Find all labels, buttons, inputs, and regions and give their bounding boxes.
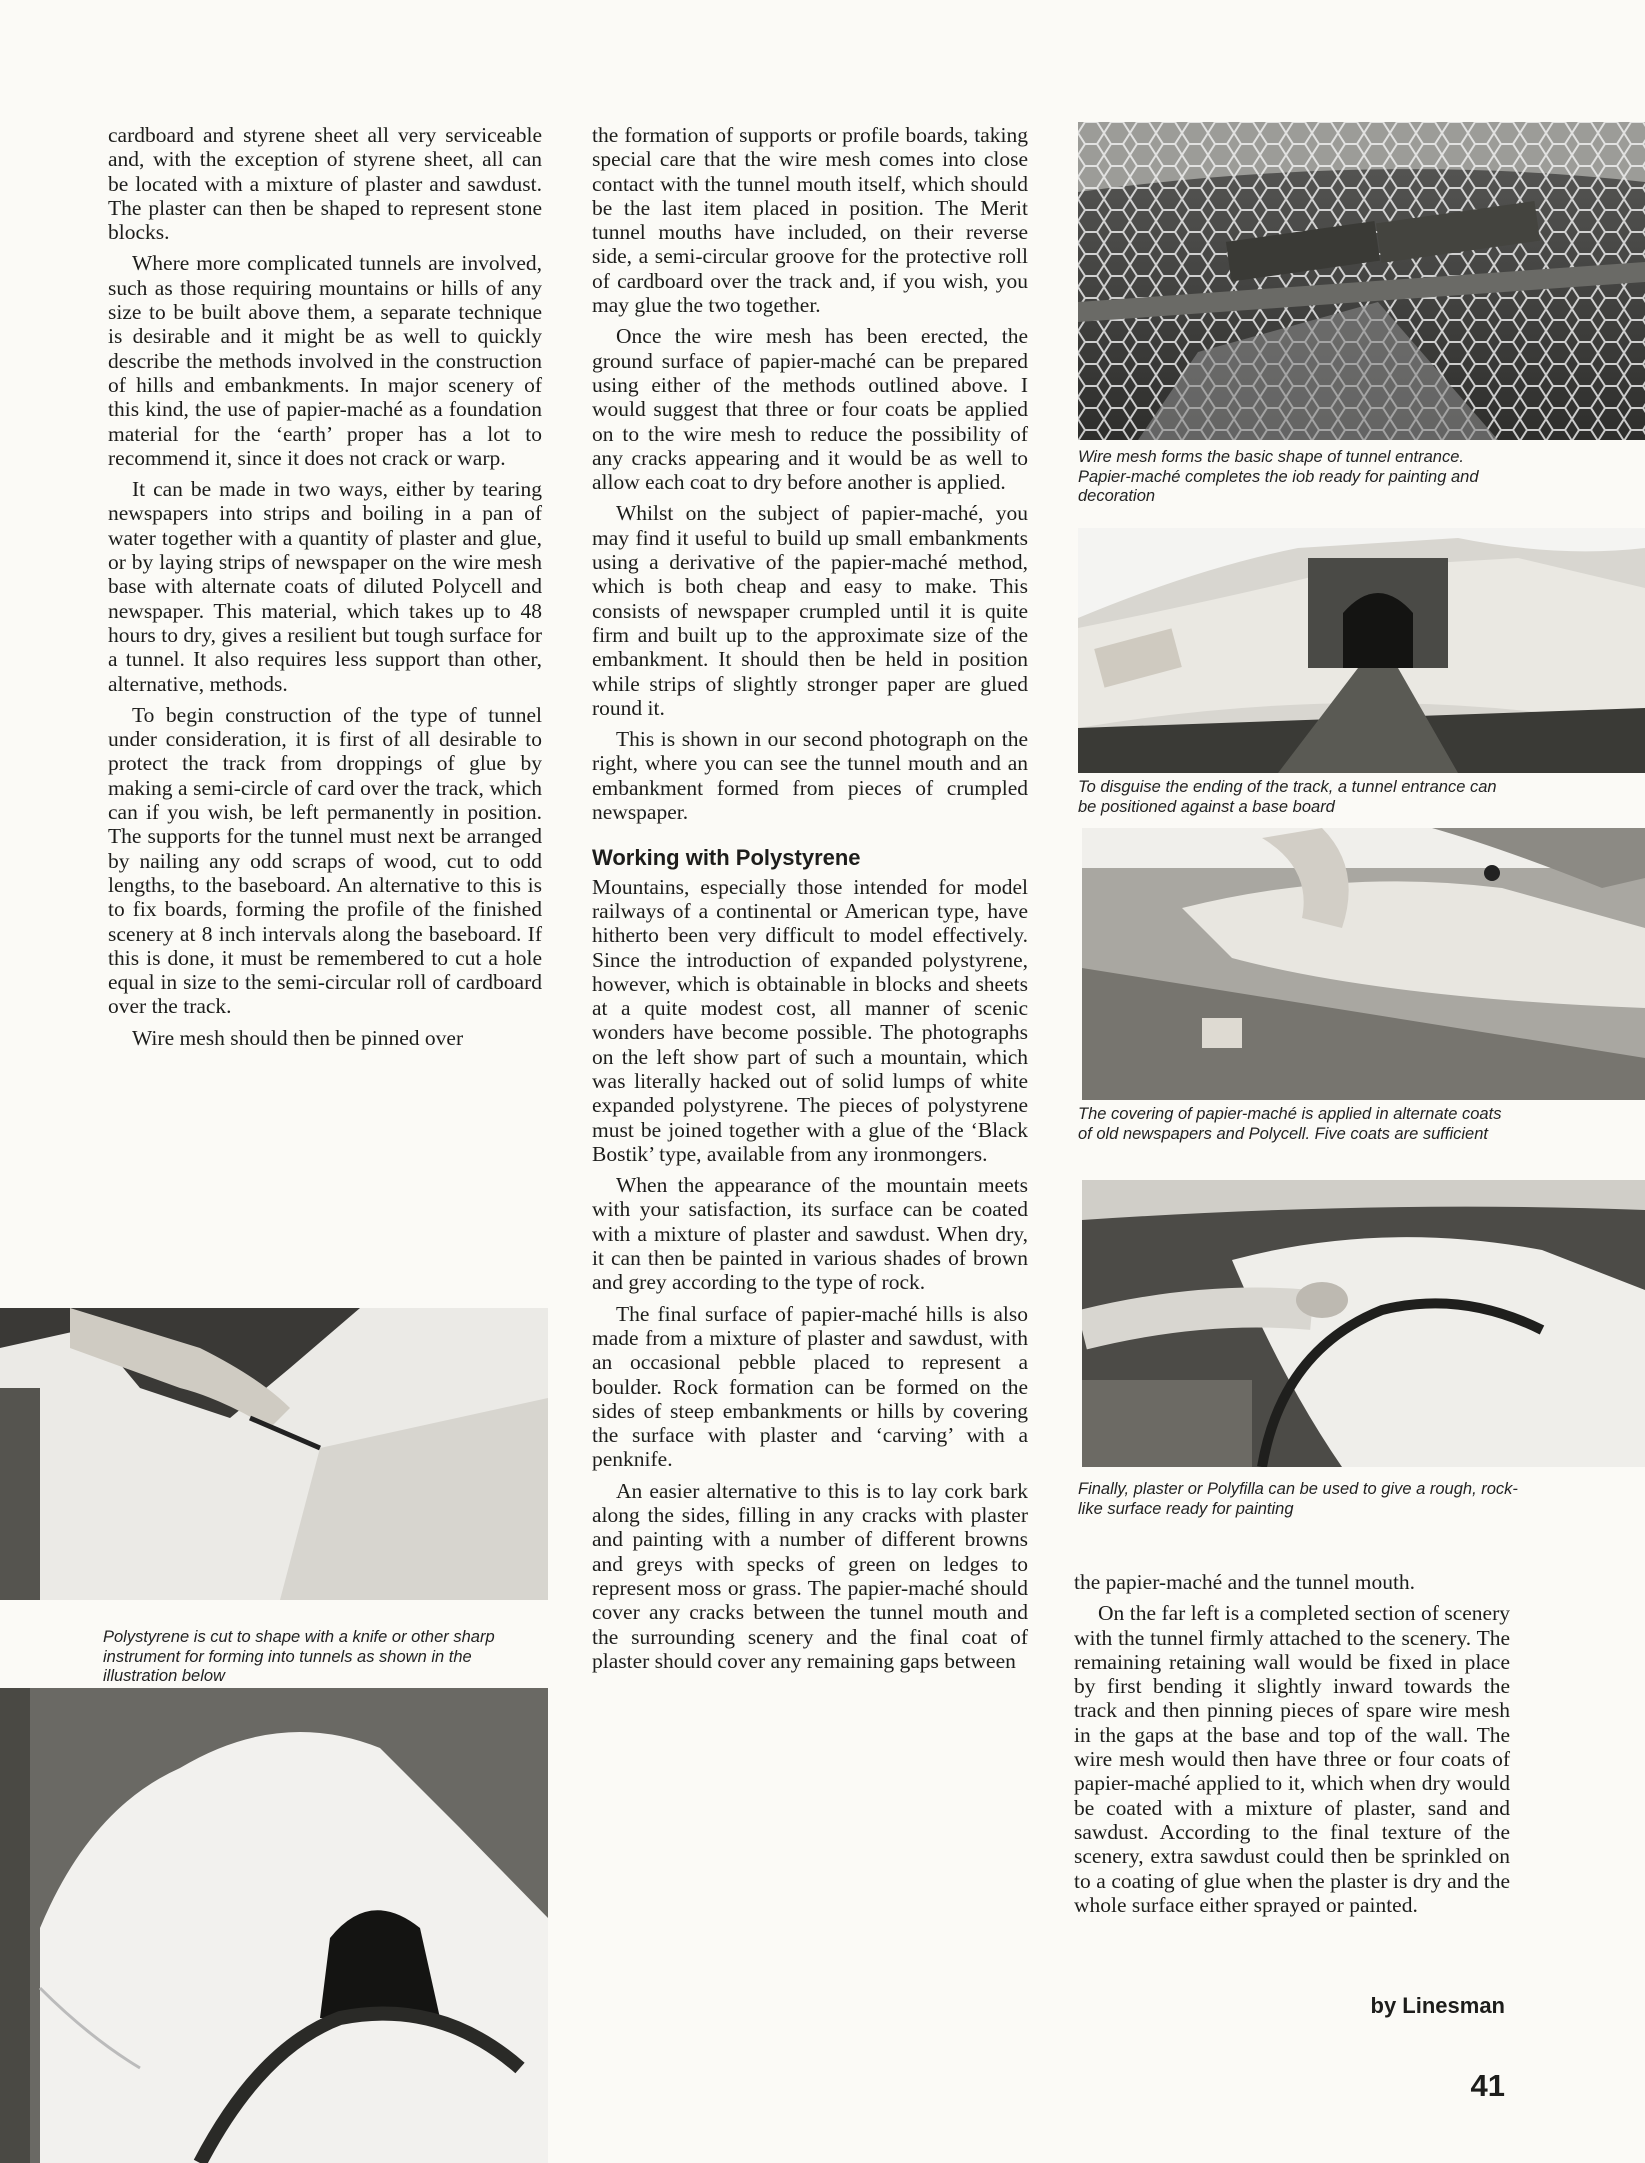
photo-papier-mache-covering <box>1082 828 1645 1100</box>
paragraph: On the far left is a completed section of scenery with the tunnel firmly attached to the scenery. The remaining retaining wall would be fixed in place by first bending it slightly inward towards the track and then pinning pieces of spare wire mesh in the gaps at the base and top of the wall. The wire mesh would then have three or four coats of papier-maché applied to it, which when dry would be coated with a mixture of plaster, sand and sawdust. According to the final texture of the scenery, extra sawdust could then be sprinkled on to a coating of glue when the plaster is dry and the whole surface either sprayed or painted. <box>1074 1601 1510 1917</box>
paragraph: The final surface of papier-maché hills is also made from a mixture of plaster and sawdust, with an occasional pebble placed to represent a boulder. Rock formation can be formed on the sides of steep embankments or hills by covering the surface with plaster and ‘carving’ with a penknife. <box>592 1301 1028 1472</box>
caption-wire-mesh: Wire mesh forms the basic shape of tunnel entrance. Papier-maché completes the iob ready for painting and decoration <box>1078 448 1479 505</box>
photo-tunnel-entrance <box>1078 528 1645 773</box>
paragraph: This is shown in our second photograph on the right, where you can see the tunnel mouth and an embankment formed from pieces of crumpled newspaper. <box>592 727 1028 825</box>
paragraph: cardboard and styrene sheet all very serviceable and, with the exception of styrene sheet, all can be located with a mixture of plaster and sawdust. The plaster can then be shaped to represent stone blocks. <box>108 123 542 245</box>
byline: by Linesman <box>1370 1993 1505 2018</box>
photo-plaster-finish <box>1082 1180 1645 1467</box>
paragraph: Where more complicated tunnels are involved, such as those requiring mountains or hills of any size to be built above them, a separate technique is desirable and it might be as well to quickly describe the methods involved in the construction of hills and embankments. In major scenery of this kind, the use of papier-maché as a foundation material for the ‘earth’ proper has a lot to recommend it, since it does not crack or warp. <box>108 251 542 470</box>
page-number: 41 <box>1470 2068 1505 2103</box>
paragraph: It can be made in two ways, either by tearing newspapers into strips and boiling in a pan of water together with a quantity of plaster and glue, or by laying strips of newspaper on the wire mesh base with alternate coats of diluted Polycell and newspaper. This material, which takes up to 48 hours to dry, gives a resilient but tough surface for a tunnel. It also requires less support than other, alternative, methods. <box>108 477 542 696</box>
paragraph: To begin construction of the type of tunnel under consideration, it is first of all desirable to protect the track from droppings of glue by making a semi-circle of card over the track, which can if you wish, be left permanently in position. The supports for the tunnel must next be arranged by nailing any odd scraps of wood, cut to odd lengths, to the baseboard. An alternative to this is to fix boards, forming the profile of the finished scenery at 8 inch intervals along the baseboard. If this is done, it must be remembered to cut a hole equal in size to the semi-circular roll of cardboard over the track. <box>108 702 542 1019</box>
paragraph: Once the wire mesh has been erected, the ground surface of papier-maché can be prepared using either of the methods outlined above. I would suggest that three or four coats be applied on to the wire mesh to reduce the possibility of any cracks appearing and it would be as well to allow each coat to dry before another is applied. <box>592 324 1028 495</box>
photo-polystyrene-cutting <box>0 1308 548 1600</box>
paragraph: When the appearance of the mountain meets with your satisfaction, its surface can be coated with a mixture of plaster and sawdust. When dry, it can then be painted in various shades of brown and grey according to the type of rock. <box>592 1173 1028 1295</box>
section-heading: Working with Polystyrene <box>592 845 861 871</box>
caption-covering: The covering of papier-maché is applied in alternate coats of old newspapers and Polycell. Five coats are sufficient <box>1078 1105 1502 1143</box>
paragraph: the formation of supports or profile boards, taking special care that the wire mesh comes into close contact with the tunnel mouth itself, which should be the last item placed in position. The Merit tunnel mouths have included, on their reverse side, a semi-circular groove for the protective roll of cardboard over the track and, if you wish, you may glue the two together. <box>592 123 1028 318</box>
paragraph: Wire mesh should then be pinned over <box>132 1025 464 1050</box>
paragraph: An easier alternative to this is to lay cork bark along the sides, filling in any cracks with plaster and painting with a number of different browns and greys with specks of green on ledges to represent moss or grass. The papier-maché should cover any cracks between the tunnel mouth and the surrounding scenery and the final coat of plaster should cover any remaining gaps between <box>592 1478 1028 1673</box>
article-column-1 <box>108 123 542 1057</box>
article-column-3 <box>1074 1570 1510 1924</box>
caption-tunnel-entrance: To disguise the ending of the track, a tunnel entrance can be positioned against a base board <box>1078 778 1497 816</box>
paragraph: Mountains, especially those intended for model railways of a continental or American type, have hitherto been very difficult to model effectively. Since the introduction of expanded polystyrene, however, which is obtainable in blocks and sheets at a quite modest cost, all manner of scenic wonders have become possible. The photographs on the left show part of such a mountain, which was literally hacked out of solid lumps of white expanded polystyrene. The pieces of polystyrene must be joined together with a glue of the ‘Black Bostik’ type, available from any ironmongers. <box>592 874 1028 1166</box>
caption-polystyrene: Polystyrene is cut to shape with a knife or other sharp instrument for forming into tunnels as shown in the illustration below <box>103 1628 495 1685</box>
paragraph: Whilst on the subject of papier-maché, you may find it useful to build up small embankments using a derivative of the papier-maché method, which is both cheap and easy to make. This consists of newspaper crumpled until it is quite firm and built up to the approximate size of the embankment. It should then be held in position while strips of slightly stronger paper are glued round it. <box>592 501 1028 720</box>
paragraph: the papier-maché and the tunnel mouth. <box>1074 1570 1416 1594</box>
photo-wire-mesh-train <box>1078 122 1645 440</box>
photo-polystyrene-tunnel <box>0 1688 548 2163</box>
article-column-2 <box>592 123 1028 1680</box>
caption-plaster: Finally, plaster or Polyfilla can be used to give a rough, rock-like surface ready for painting <box>1078 1480 1518 1518</box>
